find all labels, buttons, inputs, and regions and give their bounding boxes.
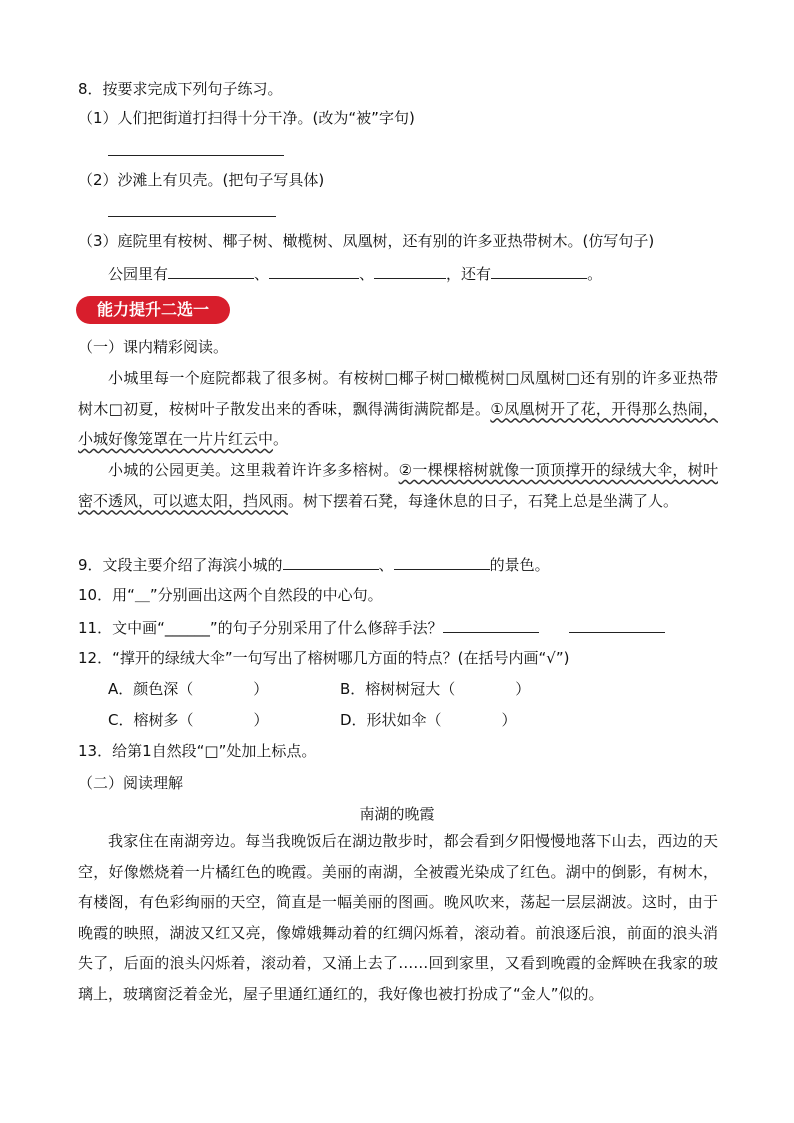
- q11-blank-2[interactable]: [569, 617, 665, 633]
- part1-para1-wavy-sentence: ①凤凰树开了花，开得那么热闹，小城好像笼罩在一片片红云中: [78, 399, 718, 448]
- q12-option-b[interactable]: B．榕树树冠大（ ）: [340, 680, 531, 698]
- q9-blank-2[interactable]: [394, 554, 490, 570]
- story-paragraph: 我家住在南湖旁边。每当我晚饭后在湖边散步时，都会看到夕阳慢慢地落下山去，西边的天空，好像燃烧着一片橘红色的晚霞。美丽的南湖，全被霞光染成了红色。湖中的倒影，有树木，有楼阁，有色彩绚丽的天空，简直是一幅美丽的图画。晚风吹来，荡起一层层湖波。这时，由于晚霞的映照，湖波又红又亮，像嫦娥舞动着的红绸闪烁着，滚动着。前浪逐后浪，前面的浪头消失了，后面的浪头闪烁着，滚动着，又涌上去了……回到家里，又看到晚霞的金辉映在我家的玻璃上，玻璃窗泛着金光，屋子里通红通红的，我好像也被打扮成了“金人”似的。: [78, 832, 718, 1003]
- q8-fill-blank-4[interactable]: [491, 263, 587, 279]
- part1-paragraph-2: [78, 455, 718, 516]
- part1-para2-end: 。树下摆着石凳，每逢休息的日子，石凳上总是坐满了人。: [288, 491, 679, 510]
- q8-fill-sep2: 、: [359, 265, 375, 283]
- q8-sub3: （3）庭院里有桉树、椰子树、橄榄树、凤凰树，还有别的许多亚热带树木。(仿写句子): [78, 232, 655, 250]
- q11-blank-1[interactable]: [443, 617, 539, 633]
- q8-sub1-answer-blank[interactable]: [108, 140, 284, 156]
- q8-fill-blank-1[interactable]: [168, 263, 254, 279]
- q9-blank-1[interactable]: [283, 554, 379, 570]
- story-title: 南湖的晚霞: [359, 805, 435, 823]
- q8-sub2: （2）沙滩上有贝壳。(把句子写具体): [78, 171, 325, 189]
- q8-fill-blank-3[interactable]: [374, 263, 446, 279]
- q9-sep: 、: [378, 556, 394, 574]
- q12-title: 12．“撑开的绿绒大伞”一句写出了榕树哪几方面的特点？(在括号内画“√”): [78, 649, 570, 667]
- q8-fill-line: [108, 263, 602, 284]
- section-badge: 能力提升二选一: [76, 296, 230, 324]
- q12-option-c[interactable]: C．榕树多（ ）: [108, 711, 269, 729]
- q12-option-d[interactable]: D．形状如伞（ ）: [340, 711, 517, 729]
- part1-para1-end: 。: [273, 430, 289, 448]
- part2-title: （二）阅读理解: [78, 774, 184, 792]
- part1-title: （一）课内精彩阅读。: [78, 338, 229, 356]
- part1-para2-wavy-sentence: ②一棵棵榕树就像一顶顶撑开的绿绒大伞，树叶密不透风，可以遮太阳，挡风雨: [78, 461, 718, 510]
- q8-fill-sep3: ，还有: [446, 265, 492, 283]
- q9-text-a: 9．文段主要介绍了海滨小城的: [78, 556, 283, 574]
- q11: [78, 617, 665, 638]
- q8-sub1: （1）人们把街道打扫得十分干净。(改为“被”字句): [78, 109, 415, 127]
- q9-text-b: 的景色。: [489, 556, 550, 574]
- part1-paragraph-1: [78, 363, 718, 455]
- q8-fill-sep1: 、: [254, 265, 270, 283]
- part1-para1-text: 小城里每一个庭院都栽了很多树。有桉树□椰子树□橄榄树□凤凰树□还有别的许多亚热带树木□初夏，桉树叶子散发出来的香味，飘得满街满院都是。: [78, 369, 718, 418]
- q8-title: 8．按要求完成下列句子练习。: [78, 80, 283, 98]
- q8-fill-prefix: 公园里有: [108, 265, 169, 283]
- q13: 13．给第1自然段“□”处加上标点。: [78, 742, 317, 760]
- q10: 10．用“＿”分别画出这两个自然段的中心句。: [78, 586, 383, 604]
- q12-option-a[interactable]: A．颜色深（ ）: [108, 680, 269, 698]
- q8-fill-end: 。: [587, 265, 603, 283]
- q11-text: 11．文中画“______”的句子分别采用了什么修辞手法？: [78, 619, 443, 637]
- q8-sub2-answer-blank[interactable]: [108, 201, 276, 217]
- q9: [78, 554, 550, 575]
- part1-para2-text: 小城的公园更美。这里栽着许许多多榕树。: [108, 461, 399, 479]
- q8-fill-blank-2[interactable]: [269, 263, 359, 279]
